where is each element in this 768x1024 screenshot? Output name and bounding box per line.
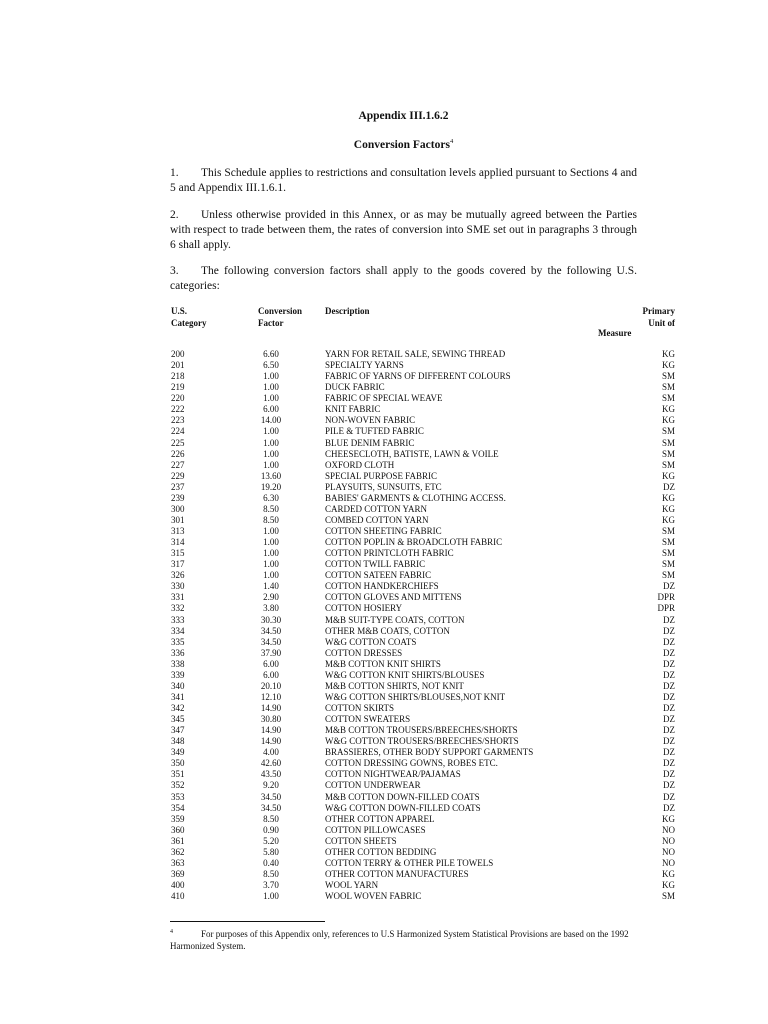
description-cell: WOOL WOVEN FABRIC	[325, 891, 422, 902]
table-row	[0, 780, 768, 791]
conversion-factor-cell: 30.80	[260, 714, 282, 725]
conversion-factor-cell: 3.70	[263, 880, 279, 890]
conversion-factor-cell: 34.50	[260, 791, 282, 802]
table-row	[0, 681, 768, 692]
description-cell: FABRIC OF SPECIAL WEAVE	[325, 393, 443, 404]
description-cell: M&B COTTON KNIT SHIRTS	[325, 658, 441, 669]
conversion-factor-cell: 6.00	[263, 404, 279, 415]
table-row	[0, 880, 768, 891]
table-row	[0, 515, 768, 526]
category-cell: 360	[171, 824, 185, 835]
description-cell: COTTON HOSIERY	[325, 603, 403, 614]
conversion-factor-cell: 1.00	[263, 448, 279, 459]
paragraph-text: The following conversion factors shall apply to the goods covered by the following U.S. categories:	[170, 265, 637, 292]
category-cell: 349	[171, 747, 185, 758]
unit-cell: KG	[662, 813, 675, 824]
description-cell: CHEESECLOTH, BATISTE, LAWN & VOILE	[325, 448, 499, 459]
category-cell: 352	[171, 780, 185, 791]
unit-cell: DZ	[663, 658, 675, 669]
category-cell: 342	[171, 703, 185, 713]
table-row	[0, 736, 768, 747]
unit-cell: DPR	[657, 603, 675, 614]
table-row	[0, 814, 768, 825]
category-cell: 361	[171, 835, 185, 846]
description-cell: COTTON SHEETING FABRIC	[325, 526, 442, 536]
conversion-factor-cell: 1.00	[263, 382, 279, 393]
category-cell: 314	[171, 537, 185, 548]
header-category-line2: Category	[171, 318, 207, 328]
conversion-factor-cell: 1.00	[263, 393, 279, 404]
conversion-factor-cell: 1.00	[263, 559, 279, 570]
unit-cell: KG	[662, 470, 675, 481]
table-row	[0, 548, 768, 559]
conversion-factor-cell: 6.50	[263, 360, 279, 371]
table-row	[0, 747, 768, 758]
description-cell: COTTON POPLIN & BROADCLOTH FABRIC	[325, 537, 503, 548]
table-row	[0, 847, 768, 858]
footnote-text: For purposes of this Appendix only, references to U.S Harmonized System Statistical Provisions are based on the 1992 Harmonized System.	[170, 929, 629, 951]
table-row	[0, 382, 768, 393]
table-row	[0, 460, 768, 471]
description-cell: M&B SUIT-TYPE COATS, COTTON	[325, 614, 465, 625]
description-cell: COTTON TERRY & OTHER PILE TOWELS	[325, 857, 494, 868]
category-cell: 359	[171, 813, 185, 824]
description-cell: M&B COTTON SHIRTS, NOT KNIT	[325, 680, 464, 691]
unit-cell: SM	[661, 393, 675, 404]
conversion-factor-cell: 1.00	[263, 548, 279, 559]
conversion-factor-cell: 8.50	[263, 514, 279, 525]
conversion-factor-cell: 5.20	[263, 835, 279, 846]
conversion-factor-cell: 20.10	[260, 680, 282, 691]
unit-cell: DZ	[663, 614, 675, 625]
table-row	[0, 415, 768, 426]
conversion-factor-cell: 3.80	[263, 603, 279, 614]
table-row	[0, 526, 768, 537]
description-cell: COTTON DRESSING GOWNS, ROBES ETC.	[325, 758, 498, 769]
category-cell: 333	[171, 614, 185, 625]
description-cell: BRASSIERES, OTHER BODY SUPPORT GARMENTS	[325, 747, 534, 758]
header-conversion-line2: Factor	[258, 318, 284, 328]
conversion-factor-cell: 13.60	[260, 470, 282, 481]
category-cell: 226	[171, 448, 185, 459]
category-cell: 237	[171, 481, 185, 492]
unit-cell: KG	[662, 415, 675, 426]
header-category-line1: U.S.	[171, 306, 188, 316]
conversion-factor-cell: 12.10	[260, 691, 282, 702]
description-cell: COTTON SKIRTS	[325, 703, 395, 713]
unit-cell: DZ	[663, 736, 675, 747]
category-cell: 220	[171, 393, 185, 404]
unit-cell: SM	[661, 382, 675, 393]
unit-cell: KG	[662, 868, 675, 879]
description-cell: PILE & TUFTED FABRIC	[325, 426, 424, 437]
conversion-factor-cell: 34.50	[260, 802, 282, 813]
conversion-factor-cell: 1.00	[263, 437, 279, 448]
table-row	[0, 637, 768, 648]
description-cell: SPECIALTY YARNS	[325, 360, 404, 371]
unit-cell: KG	[662, 514, 675, 525]
table-row	[0, 858, 768, 869]
conversion-factor-cell: 6.60	[263, 349, 279, 359]
description-cell: COTTON TWILL FABRIC	[325, 559, 426, 570]
category-cell: 363	[171, 857, 185, 868]
table-row	[0, 891, 768, 902]
category-cell: 218	[171, 371, 185, 382]
description-cell: COTTON SATEEN FABRIC	[325, 570, 432, 581]
table-row	[0, 659, 768, 670]
header-unit	[643, 305, 675, 329]
conversion-factor-cell: 42.60	[260, 758, 282, 769]
conversion-factor-cell: 43.50	[260, 769, 282, 780]
description-cell: OTHER COTTON MANUFACTURES	[325, 868, 469, 879]
description-cell: PLAYSUITS, SUNSUITS, ETC	[325, 481, 442, 492]
description-cell: SPECIAL PURPOSE FABRIC	[325, 470, 438, 481]
category-cell: 239	[171, 492, 185, 503]
footnote-divider	[170, 921, 325, 922]
header-conversion-factor	[258, 305, 302, 329]
description-cell: BABIES' GARMENTS & CLOTHING ACCESS.	[325, 492, 506, 503]
unit-cell: SM	[661, 437, 675, 448]
conversion-factor-cell: 2.90	[263, 592, 279, 603]
section-subtitle	[170, 138, 637, 151]
table-row	[0, 626, 768, 637]
table-row	[0, 471, 768, 482]
description-cell: W&G COTTON DOWN-FILLED COATS	[325, 802, 481, 813]
header-unit-line2: Unit of	[648, 318, 675, 328]
description-cell: FABRIC OF YARNS OF DIFFERENT COLOURS	[325, 371, 511, 382]
unit-cell: DZ	[663, 747, 675, 758]
unit-cell: NO	[662, 846, 675, 857]
description-cell: W&G COTTON SHIRTS/BLOUSES,NOT KNIT	[325, 691, 506, 702]
paragraph-1	[170, 166, 637, 196]
conversion-factor-cell: 14.90	[260, 725, 282, 736]
description-cell: COTTON UNDERWEAR	[325, 780, 421, 791]
description-cell: COTTON HANDKERCHIEFS	[325, 581, 439, 592]
description-cell: YARN FOR RETAIL SALE, SEWING THREAD	[325, 349, 506, 359]
category-cell: 400	[171, 880, 185, 890]
table-row	[0, 670, 768, 681]
category-cell: 340	[171, 680, 185, 691]
table-row	[0, 559, 768, 570]
description-cell: COMBED COTTON YARN	[325, 514, 429, 525]
description-cell: NON-WOVEN FABRIC	[325, 415, 416, 426]
unit-cell: DZ	[663, 680, 675, 691]
description-cell: COTTON SWEATERS	[325, 714, 411, 725]
description-cell: COTTON GLOVES AND MITTENS	[325, 592, 462, 603]
category-cell: 219	[171, 382, 185, 393]
conversion-factor-cell: 37.90	[260, 647, 282, 658]
unit-cell: SM	[661, 891, 675, 902]
unit-cell: KG	[662, 349, 675, 359]
table-row	[0, 592, 768, 603]
conversion-factor-cell: 1.00	[263, 371, 279, 382]
description-cell: BLUE DENIM FABRIC	[325, 437, 415, 448]
description-cell: W&G COTTON COATS	[325, 636, 417, 647]
category-cell: 332	[171, 603, 185, 614]
category-cell: 201	[171, 360, 185, 371]
paragraph-text: This Schedule applies to restrictions and consultation levels applied pursuant to Sections 4 and 5 and Appendix III.1.6.1.	[170, 167, 637, 194]
conversion-factor-cell: 1.00	[263, 526, 279, 536]
unit-cell: SM	[661, 448, 675, 459]
category-cell: 334	[171, 625, 185, 636]
category-cell: 330	[171, 581, 185, 592]
conversion-factor-cell: 8.50	[263, 503, 279, 514]
category-cell: 339	[171, 669, 185, 680]
category-cell: 317	[171, 559, 185, 570]
conversion-factor-cell: 0.40	[263, 857, 279, 868]
category-cell: 369	[171, 868, 185, 879]
table-row	[0, 570, 768, 581]
description-cell: OTHER COTTON BEDDING	[325, 846, 437, 857]
description-cell: COTTON NIGHTWEAR/PAJAMAS	[325, 769, 461, 780]
table-row	[0, 692, 768, 703]
table-row	[0, 438, 768, 449]
table-row	[0, 648, 768, 659]
conversion-factor-cell: 34.50	[260, 636, 282, 647]
unit-cell: KG	[662, 360, 675, 371]
description-cell: COTTON SHEETS	[325, 835, 397, 846]
subtitle-text: Conversion Factors	[353, 138, 450, 151]
conversion-factor-cell: 8.50	[263, 868, 279, 879]
category-cell: 224	[171, 426, 185, 437]
conversion-factor-cell: 1.00	[263, 459, 279, 470]
header-category	[171, 305, 207, 329]
table-row	[0, 537, 768, 548]
unit-cell: DZ	[663, 669, 675, 680]
conversion-factor-cell: 1.00	[263, 570, 279, 581]
conversion-factor-cell: 9.20	[263, 780, 279, 791]
unit-cell: DZ	[663, 769, 675, 780]
table-row	[0, 360, 768, 371]
table-row	[0, 714, 768, 725]
unit-cell: SM	[661, 371, 675, 382]
table-row	[0, 426, 768, 437]
conversion-factor-cell: 5.80	[263, 846, 279, 857]
unit-cell: DZ	[663, 481, 675, 492]
category-cell: 341	[171, 691, 185, 702]
conversion-factor-cell: 19.20	[260, 481, 282, 492]
conversion-factor-cell: 14.90	[260, 703, 282, 713]
category-cell: 229	[171, 470, 185, 481]
category-cell: 315	[171, 548, 185, 559]
unit-cell: DZ	[663, 780, 675, 791]
table-row	[0, 758, 768, 769]
unit-cell: DZ	[663, 703, 675, 713]
paragraph-3	[170, 264, 637, 294]
paragraph-number: 3.	[170, 265, 179, 277]
conversion-factor-cell: 0.90	[263, 824, 279, 835]
table-row	[0, 581, 768, 592]
category-cell: 345	[171, 714, 185, 725]
conversion-table-body	[0, 349, 768, 902]
footnote-reference: 4	[449, 138, 454, 145]
category-cell: 335	[171, 636, 185, 647]
description-cell: M&B COTTON DOWN-FILLED COATS	[325, 791, 480, 802]
footnote	[170, 926, 640, 952]
unit-cell: KG	[662, 404, 675, 415]
unit-cell: DPR	[657, 592, 675, 603]
unit-cell: KG	[662, 880, 675, 890]
conversion-factor-cell: 1.40	[263, 581, 279, 592]
description-cell: COTTON PILLOWCASES	[325, 824, 426, 835]
description-cell: W&G COTTON KNIT SHIRTS/BLOUSES	[325, 669, 485, 680]
description-cell: COTTON DRESSES	[325, 647, 403, 658]
conversion-factor-cell: 30.30	[260, 614, 282, 625]
category-cell: 336	[171, 647, 185, 658]
category-cell: 347	[171, 725, 185, 736]
description-cell: COTTON PRINTCLOTH FABRIC	[325, 548, 454, 559]
unit-cell: DZ	[663, 802, 675, 813]
category-cell: 222	[171, 404, 185, 415]
category-cell: 351	[171, 769, 185, 780]
conversion-factor-cell: 6.00	[263, 669, 279, 680]
category-cell: 410	[171, 891, 185, 902]
footnote-mark: 4	[170, 929, 173, 935]
unit-cell: DZ	[663, 758, 675, 769]
table-row	[0, 504, 768, 515]
conversion-factor-cell: 1.00	[263, 426, 279, 437]
header-unit-line1: Primary	[642, 306, 675, 316]
unit-cell: SM	[661, 526, 675, 536]
unit-cell: NO	[662, 857, 675, 868]
table-row	[0, 393, 768, 404]
table-row	[0, 493, 768, 504]
table-row	[0, 603, 768, 614]
description-cell: OXFORD CLOTH	[325, 459, 395, 470]
unit-cell: SM	[661, 559, 675, 570]
unit-cell: NO	[662, 835, 675, 846]
table-row	[0, 725, 768, 736]
conversion-factor-cell: 6.00	[263, 658, 279, 669]
paragraph-text: Unless otherwise provided in this Annex, or as may be mutually agreed between the Parties with respect to trade between them, the rates of conversion into SME set out in paragraphs 3 through 6 shall apply.	[170, 209, 637, 251]
header-conversion-line1: Conversion	[258, 306, 303, 316]
unit-cell: DZ	[663, 791, 675, 802]
table-row	[0, 825, 768, 836]
unit-cell: KG	[662, 503, 675, 514]
unit-cell: SM	[661, 459, 675, 470]
unit-cell: SM	[661, 570, 675, 581]
conversion-factor-cell: 14.90	[260, 736, 282, 747]
description-cell: CARDED COTTON YARN	[325, 503, 428, 514]
description-cell: OTHER M&B COATS, COTTON	[325, 625, 450, 636]
unit-cell: DZ	[663, 636, 675, 647]
table-row	[0, 869, 768, 880]
category-cell: 354	[171, 802, 185, 813]
table-row	[0, 792, 768, 803]
unit-cell: SM	[661, 426, 675, 437]
paragraph-number: 2.	[170, 209, 179, 221]
table-row	[0, 482, 768, 493]
unit-cell: SM	[661, 548, 675, 559]
conversion-factor-cell: 34.50	[260, 625, 282, 636]
unit-cell: KG	[662, 492, 675, 503]
unit-cell: DZ	[663, 625, 675, 636]
table-row	[0, 349, 768, 360]
unit-cell: NO	[662, 824, 675, 835]
conversion-factor-cell: 1.00	[263, 537, 279, 548]
category-cell: 225	[171, 437, 185, 448]
description-cell: KNIT FABRIC	[325, 404, 381, 415]
category-cell: 362	[171, 846, 185, 857]
category-cell: 227	[171, 459, 185, 470]
description-cell: WOOL YARN	[325, 880, 379, 890]
unit-cell: SM	[661, 537, 675, 548]
header-description: Description	[325, 306, 370, 316]
paragraph-2	[170, 208, 637, 253]
unit-cell: DZ	[663, 691, 675, 702]
category-cell: 300	[171, 503, 185, 514]
unit-cell: DZ	[663, 725, 675, 736]
description-cell: DUCK FABRIC	[325, 382, 385, 393]
description-cell: OTHER COTTON APPAREL	[325, 813, 435, 824]
table-row	[0, 615, 768, 626]
table-row	[0, 404, 768, 415]
category-cell: 200	[171, 349, 185, 359]
category-cell: 326	[171, 570, 185, 581]
appendix-title: Appendix III.1.6.2	[358, 110, 449, 122]
table-row	[0, 769, 768, 780]
paragraph-number: 1.	[170, 167, 179, 179]
category-cell: 350	[171, 758, 185, 769]
unit-cell: DZ	[663, 581, 675, 592]
category-cell: 353	[171, 791, 185, 802]
conversion-factor-cell: 14.00	[260, 415, 282, 426]
description-cell: W&G COTTON TROUSERS/BREECHES/SHORTS	[325, 736, 519, 747]
category-cell: 331	[171, 592, 185, 603]
category-cell: 348	[171, 736, 185, 747]
unit-cell: DZ	[663, 647, 675, 658]
conversion-factor-cell: 4.00	[263, 747, 279, 758]
unit-cell: DZ	[663, 714, 675, 725]
category-cell: 301	[171, 514, 185, 525]
conversion-factor-cell: 8.50	[263, 813, 279, 824]
conversion-factor-cell: 1.00	[263, 891, 279, 902]
description-cell: M&B COTTON TROUSERS/BREECHES/SHORTS	[325, 725, 518, 736]
table-row	[0, 703, 768, 714]
category-cell: 223	[171, 415, 185, 426]
table-row	[0, 449, 768, 460]
category-cell: 338	[171, 658, 185, 669]
table-row	[0, 803, 768, 814]
table-row	[0, 836, 768, 847]
table-row	[0, 371, 768, 382]
category-cell: 313	[171, 526, 185, 536]
conversion-factor-cell: 6.30	[263, 492, 279, 503]
header-measure: Measure	[598, 328, 632, 338]
